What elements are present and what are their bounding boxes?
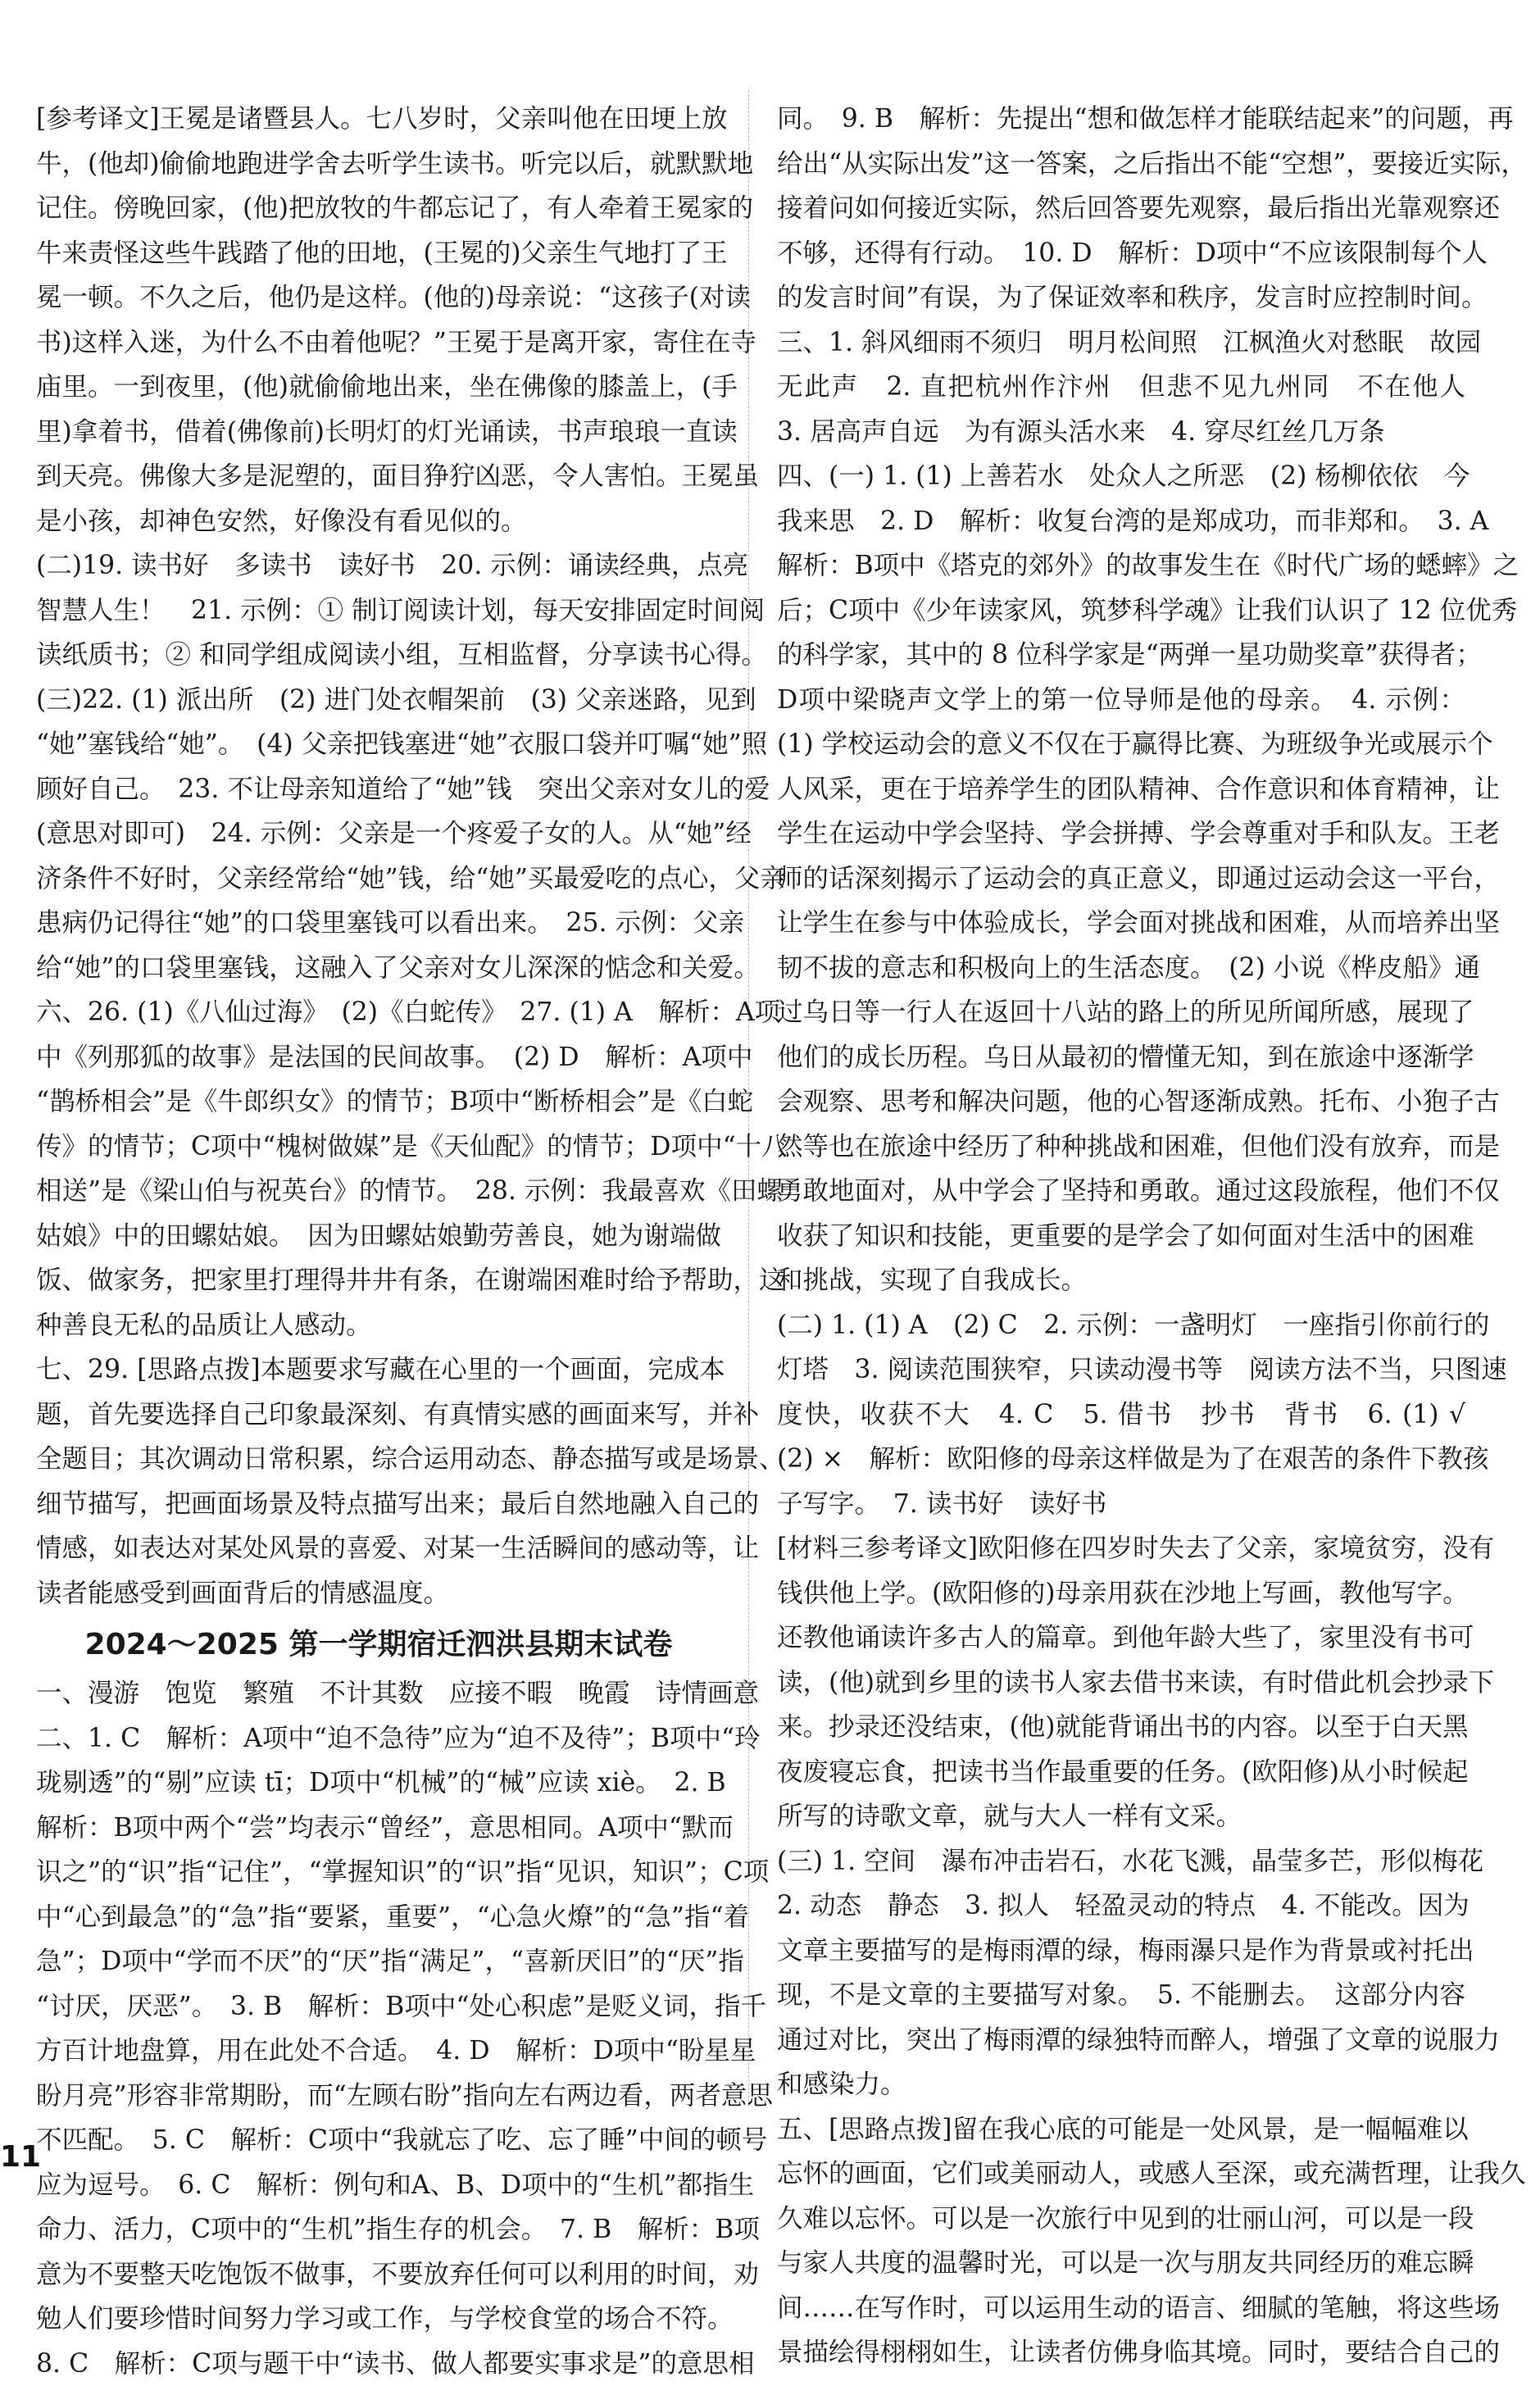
text-line: 解析：B项中两个“尝”均表示“曾经”，意思相同。A项中“默而: [36, 1806, 721, 1851]
text-line: 学生在运动中学会坚持、学会拼搏、学会尊重对手和队友。王老: [777, 811, 1465, 857]
text-line: 六、26. (1)《八仙过海》 (2)《白蛇传》 27. (1) A 解析：A项: [36, 990, 721, 1035]
text-line: 患病仍记得往“她”的口袋里塞钱可以看出来。 25. 示例：父亲: [36, 901, 721, 946]
text-line: 现，不是文章的主要描写对象。 5. 不能删去。 这部分内容: [777, 1973, 1465, 2018]
text-line: 里)拿着书，借着(佛像前)长明灯的灯光诵读，书声琅琅一直读: [36, 410, 721, 455]
text-line: 读，(他)就到乡里的读书人家去借书来读，有时借此机会抄录下: [777, 1661, 1465, 1706]
text-line: 我来思 2. D 解析：收复台湾的是郑成功，而非郑和。 3. A: [777, 499, 1465, 544]
text-line: 和挑战，实现了自我成长。: [777, 1258, 1465, 1303]
text-line: 饭、做家务，把家里打理得井井有条，在谢端困难时给予帮助，这: [36, 1258, 721, 1303]
text-line: 来。抄录还没结束，(他)就能背诵出书的内容。以至于白天黑: [777, 1705, 1465, 1750]
text-line: 牛来责怪这些牛践踏了他的田地，(王冕的)父亲生气地打了王: [36, 231, 721, 276]
text-line: 同。 9. B 解析：先提出“想和做怎样才能联结起来”的问题，再: [777, 97, 1465, 142]
text-line: 中“心到最急”的“急”指“要紧，重要”，“心急火燎”的“急”指“着: [36, 1895, 721, 1940]
text-line: 到天亮。佛像大多是泥塑的，面目狰狞凶恶，令人害怕。王冕虽: [36, 454, 721, 499]
text-line: (2) × 解析：欧阳修的母亲这样做是为了在艰苦的条件下教孩: [777, 1437, 1465, 1482]
text-line: 姑娘》中的田螺姑娘。 因为田螺姑娘勤劳善良，她为谢端做: [36, 1214, 721, 1259]
text-line: 智慧人生！ 21. 示例：① 制订阅读计划，每天安排固定时间阅: [36, 589, 721, 634]
text-line: 一、漫游 饱览 繁殖 不计其数 应接不暇 晚霞 诗情画意: [36, 1671, 721, 1716]
text-line: 情感，如表达对某处风景的喜爱、对某一生活瞬间的感动等，让: [36, 1526, 721, 1571]
text-line: 2. 动态 静态 3. 拟人 轻盈灵动的特点 4. 不能改。因为: [777, 1884, 1465, 1929]
right-column: [777, 97, 1465, 2375]
text-line: 会观察、思考和解决问题，他的心智逐渐成熟。托布、小狍子古: [777, 1079, 1465, 1125]
text-line: 全题目；其次调动日常积累，综合运用动态、静态描写或是场景、: [36, 1437, 721, 1482]
page-number: 11: [0, 2138, 36, 2177]
text-line: 韧不拔的意志和积极向上的生活态度。 (2) 小说《桦皮船》通: [777, 946, 1465, 991]
text-line: 让学生在参与中体验成长，学会面对挑战和困难，从而培养出坚: [777, 901, 1465, 946]
text-line: 命力、活力，C项中的“生机”指生存的机会。 7. B 解析：B项: [36, 2207, 721, 2252]
text-line: 后；C项中《少年读家风，筑梦科学魂》让我们认识了 12 位优秀: [777, 589, 1465, 634]
text-line: D项中梁晓声文学上的第一位导师是他的母亲。 4. 示例：: [777, 678, 1465, 723]
text-line: 接着问如何接近实际，然后回答要先观察，最后指出光靠观察还: [777, 186, 1465, 231]
left-column: [36, 97, 721, 2386]
text-line: 传》的情节；C项中“槐树做媒”是《天仙配》的情节；D项中“十八: [36, 1125, 721, 1170]
text-line: (二) 1. (1) A (2) C 2. 示例：一盏明灯 一座指引你前行的: [777, 1303, 1465, 1348]
exam-heading: 2024～2025 第一学期宿迁泗洪县期末试卷: [36, 1622, 721, 1668]
text-line: 所写的诗歌文章，就与大人一样有文采。: [777, 1794, 1465, 1839]
text-line: 庙里。一到夜里，(他)就偷偷地出来，坐在佛像的膝盖上，(手: [36, 365, 721, 410]
text-line: 灯塔 3. 阅读范围狭窄，只读动漫书等 阅读方法不当，只图速: [777, 1348, 1465, 1393]
text-line: [材料三参考译文]欧阳修在四岁时失去了父亲，家境贫穷，没有: [777, 1526, 1465, 1571]
text-line: (三)22. (1) 派出所 (2) 进门处衣帽架前 (3) 父亲迷路，见到: [36, 678, 721, 723]
text-line: 读者能感受到画面背后的情感温度。: [36, 1571, 721, 1616]
text-line: 还教他诵读许多古人的篇章。到他年龄大些了，家里没有书可: [777, 1616, 1465, 1661]
text-line: 意为不要整天吃饱饭不做事，不要放弃任何可以利用的时间，劝: [36, 2252, 721, 2297]
text-line: 人风采，更在于培养学生的团队精神、合作意识和体育精神，让: [777, 767, 1465, 812]
text-line: 急”；D项中“学而不厌”的“厌”指“满足”，“喜新厌旧”的“厌”指: [36, 1939, 721, 1984]
text-line: 钱供他上学。(欧阳修的)母亲用荻在沙地上写画，教他写字。: [777, 1571, 1465, 1616]
text-line: 勇敢地面对，从中学会了坚持和勇敢。通过这段旅程，他们不仅: [777, 1169, 1465, 1214]
right-answers-block: [777, 97, 1465, 2375]
text-line: 种善良无私的品质让人感动。: [36, 1303, 721, 1348]
text-line: 珑剔透”的“剔”应读 tī；D项中“机械”的“械”应读 xiè。 2. B: [36, 1761, 721, 1806]
text-line: 8. C 解析：C项与题干中“读书、做人都要实事求是”的意思相: [36, 2342, 721, 2386]
text-line: [参考译文]王冕是诸暨县人。七八岁时，父亲叫他在田埂上放: [36, 97, 721, 142]
text-line: 二、1. C 解析：A项中“迫不急待”应为“迫不及待”；B项中“玲: [36, 1716, 721, 1761]
text-line: 方百计地盘算，用在此处不合适。 4. D 解析：D项中“盼星星: [36, 2029, 721, 2074]
text-line: 师的话深刻揭示了运动会的真正意义，即通过运动会这一平台，: [777, 857, 1465, 902]
text-line: 不够，还得有行动。 10. D 解析：D项中“不应该限制每个人: [777, 231, 1465, 276]
text-line: 文章主要描写的是梅雨潭的绿，梅雨瀑只是作为背景或衬托出: [777, 1929, 1465, 1974]
text-line: 七、29. [思路点拨]本题要求写藏在心里的一个画面，完成本: [36, 1348, 721, 1393]
text-line: 书)这样入迷，为什么不由着他呢？”王冕于是离开家，寄住在寺: [36, 320, 721, 366]
text-line: (意思对即可) 24. 示例：父亲是一个疼爱子女的人。从“她”经: [36, 811, 721, 857]
text-line: 度快，收获不大 4. C 5. 借书 抄书 背书 6. (1) √: [777, 1393, 1465, 1438]
text-line: 识之”的“识”指“记住”，“掌握知识”的“识”指“见识，知识”；C项: [36, 1850, 721, 1895]
text-line: 细节描写，把画面场景及特点描写出来；最后自然地融入自己的: [36, 1482, 721, 1527]
text-line: 给出“从实际出发”这一答案，之后指出不能“空想”，要接近实际，: [777, 142, 1465, 187]
text-line: 盼月亮”形容非常期盼，而“左顾右盼”指向左右两边看，两者意思: [36, 2074, 721, 2119]
text-line: 是小孩，却神色安然，好像没有看见似的。: [36, 499, 721, 544]
text-line: (二)19. 读书好 多读书 读好书 20. 示例：诵读经典，点亮: [36, 543, 721, 589]
text-line: “她”塞钱给“她”。 (4) 父亲把钱塞进“她”衣服口袋并叮嘱“她”照: [36, 722, 721, 767]
text-line: 中《列那狐的故事》是法国的民间故事。 (2) D 解析：A项中: [36, 1035, 721, 1080]
text-line: 间……在写作时，可以运用生动的语言、细腻的笔触，将这些场: [777, 2286, 1465, 2331]
text-line: 3. 居高声自远 为有源头活水来 4. 穿尽红丝几万条: [777, 410, 1465, 455]
text-line: 然等也在旅途中经历了种种挑战和困难，但他们没有放弃，而是: [777, 1125, 1465, 1170]
text-line: 的发言时间”有误，为了保证效率和秩序，发言时应控制时间。: [777, 275, 1465, 320]
text-line: 通过对比，突出了梅雨潭的绿独特而醉人，增强了文章的说服力: [777, 2018, 1465, 2063]
text-line: 四、(一) 1. (1) 上善若水 处众人之所恶 (2) 杨柳依依 今: [777, 454, 1465, 499]
text-line: 三、1. 斜风细雨不须归 明月松间照 江枫渔火对愁眠 故园: [777, 320, 1465, 366]
text-line: 记住。傍晚回家，(他)把放牧的牛都忘记了，有人牵着王冕家的: [36, 186, 721, 231]
text-line: 解析：B项中《塔克的郊外》的故事发生在《时代广场的蟋蟀》之: [777, 543, 1465, 589]
text-line: 与家人共度的温馨时光，可以是一次与朋友共同经历的难忘瞬: [777, 2241, 1465, 2286]
text-line: 牛，(他却)偷偷地跑进学舍去听学生读书。听完以后，就默默地: [36, 142, 721, 187]
text-line: 勉人们要珍惜时间努力学习或工作，与学校食堂的场合不符。: [36, 2297, 721, 2342]
text-line: 题，首先要选择自己印象最深刻、有真情实感的画面来写，并补: [36, 1393, 721, 1438]
text-line: 夜废寝忘食，把读书当作最重要的任务。(欧阳修)从小时候起: [777, 1750, 1465, 1795]
text-line: 读纸质书；② 和同学组成阅读小组，互相监督，分享读书心得。: [36, 633, 721, 678]
text-line: 冕一顿。不久之后，他仍是这样。(他的)母亲说：“这孩子(对读: [36, 275, 721, 320]
text-line: 应为逗号。 6. C 解析：例句和A、B、D项中的“生机”都指生: [36, 2163, 721, 2208]
text-line: 顾好自己。 23. 不让母亲知道给了“她”钱 突出父亲对女儿的爱: [36, 767, 721, 812]
text-line: 久难以忘怀。可以是一次旅行中见到的壮丽山河，可以是一段: [777, 2197, 1465, 2242]
text-line: 子写字。 7. 读书好 读好书: [777, 1482, 1465, 1527]
exam-answers-block: [36, 1671, 721, 2386]
text-line: (三) 1. 空间 瀑布冲击岩石，水花飞溅，晶莹多芒，形似梅花: [777, 1839, 1465, 1884]
text-line: 不匹配。 5. C 解析：C项中“我就忘了吃、忘了睡”中间的顿号: [36, 2118, 721, 2163]
text-line: 他们的成长历程。乌日从最初的懵懂无知，到在旅途中逐渐学: [777, 1035, 1465, 1080]
text-line: 给“她”的口袋里塞钱，这融入了父亲对女儿深深的惦念和关爱。: [36, 946, 721, 991]
text-line: 收获了知识和技能，更重要的是学会了如何面对生活中的困难: [777, 1214, 1465, 1259]
text-line: 五、[思路点拨]留在我心底的可能是一处风景，是一幅幅难以: [777, 2107, 1465, 2152]
text-line: 济条件不好时，父亲经常给“她”钱，给“她”买最爱吃的点心，父亲: [36, 857, 721, 902]
text-line: 景描绘得栩栩如生，让读者仿佛身临其境。同时，要结合自己的: [777, 2330, 1465, 2375]
text-line: “鹊桥相会”是《牛郎织女》的情节；B项中“断桥相会”是《白蛇: [36, 1079, 721, 1125]
text-line: 过乌日等一行人在返回十八站的路上的所见所闻所感，展现了: [777, 990, 1465, 1035]
text-line: (1) 学校运动会的意义不仅在于赢得比赛、为班级争光或展示个: [777, 722, 1465, 767]
left-answers-block: [36, 97, 721, 1616]
text-line: “讨厌，厌恶”。 3. B 解析：B项中“处心积虑”是贬义词，指千: [36, 1984, 721, 2029]
text-line: 和感染力。: [777, 2062, 1465, 2107]
text-line: 忘怀的画面，它们或美丽动人，或感人至深，或充满哲理，让我久: [777, 2152, 1465, 2197]
text-line: 无此声 2. 直把杭州作汴州 但悲不见九州同 不在他人: [777, 365, 1465, 410]
text-line: 相送”是《梁山伯与祝英台》的情节。 28. 示例：我最喜欢《田螺: [36, 1169, 721, 1214]
text-line: 的科学家，其中的 8 位科学家是“两弹一星功勋奖章”获得者；: [777, 633, 1465, 678]
